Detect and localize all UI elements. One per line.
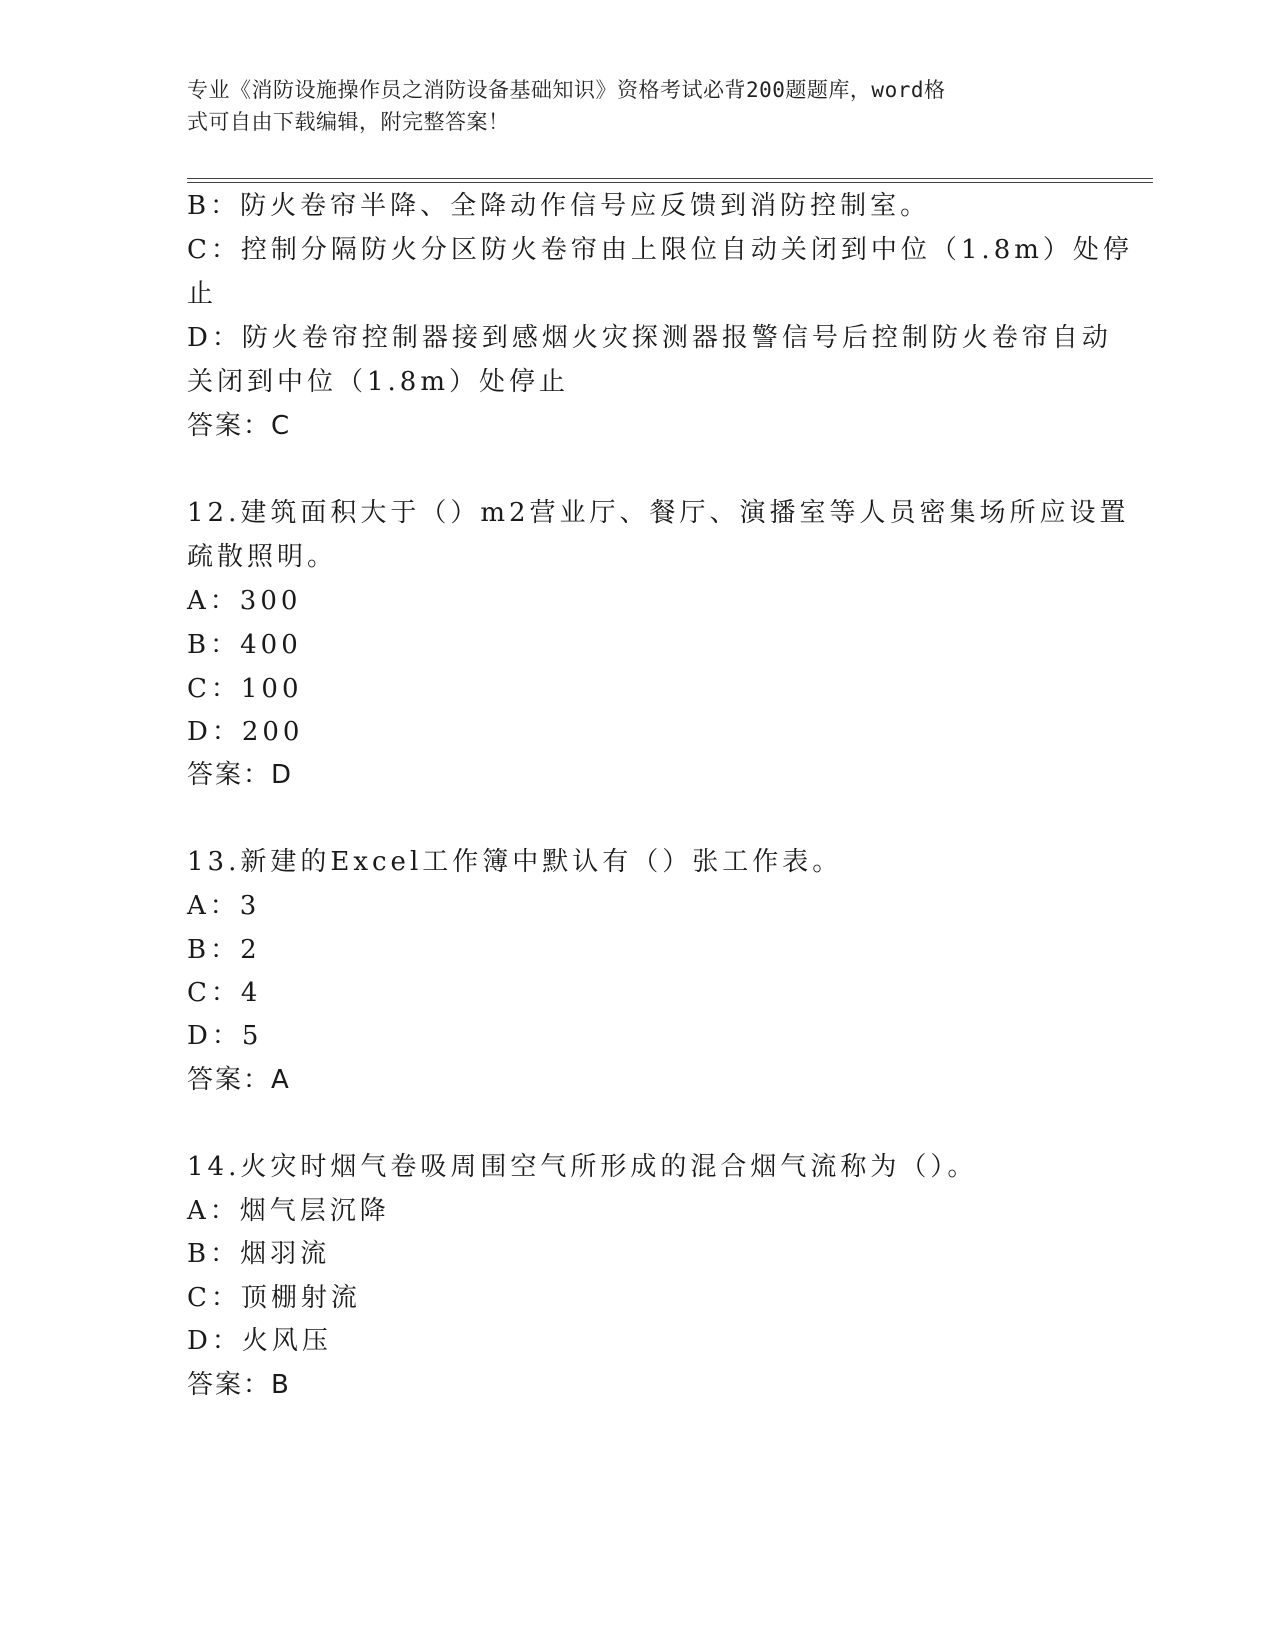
q13-option-b: B：2 [187, 935, 261, 965]
q13-option-d: D：5 [187, 1021, 263, 1051]
q11-option-b: B：防火卷帘半降、全降动作信号应反馈到消防控制室。 [187, 191, 931, 221]
q11-option-c-line-1: C：控制分隔防火分区防火卷帘由上限位自动关闭到中位（1.8m）处停 [187, 235, 1133, 265]
q11-option-c-line-2: 止 [187, 279, 218, 309]
q11-option-d-line-1: D：防火卷帘控制器接到感烟火灾探测器报警信号后控制防火卷帘自动 [187, 323, 1112, 353]
q14-answer: 答案：B [187, 1370, 291, 1400]
q11-answer: 答案：C [187, 411, 292, 441]
header-line-2: 式可自由下载编辑，附完整答案！ [187, 110, 510, 134]
q12-option-d: D：200 [187, 717, 304, 747]
q12-answer: 答案：D [187, 760, 294, 790]
document-header [187, 74, 1067, 138]
q12-option-c: C：100 [187, 674, 303, 704]
q13-answer: 答案：A [187, 1065, 291, 1095]
header-line-1: 专业《消防设施操作员之消防设备基础知识》资格考试必背200题题库，word格 [187, 78, 946, 102]
q12-stem-line-2: 疏散照明。 [187, 542, 338, 572]
q14-option-b: B：烟羽流 [187, 1239, 331, 1269]
q13-stem: 13.新建的Excel工作簿中默认有（）张工作表。 [187, 847, 843, 877]
q14-option-c: C：顶棚射流 [187, 1283, 361, 1313]
q12-option-a: A：300 [187, 586, 302, 616]
q12-stem-line-1: 12.建筑面积大于（）m2营业厅、餐厅、演播室等人员密集场所应设置 [187, 498, 1130, 528]
q14-option-d: D：火风压 [187, 1326, 332, 1356]
q11-option-d-line-2: 关闭到中位（1.8m）处停止 [187, 367, 570, 397]
header-divider-bottom [187, 182, 1153, 183]
q13-option-c: C：4 [187, 978, 262, 1008]
q12-option-b: B：400 [187, 630, 302, 660]
header-divider-top [187, 178, 1153, 179]
q14-stem: 14.火灾时烟气卷吸周围空气所形成的混合烟气流称为（）。 [187, 1152, 978, 1182]
q13-option-a: A：3 [187, 891, 261, 921]
q14-option-a: A：烟气层沉降 [187, 1196, 390, 1226]
